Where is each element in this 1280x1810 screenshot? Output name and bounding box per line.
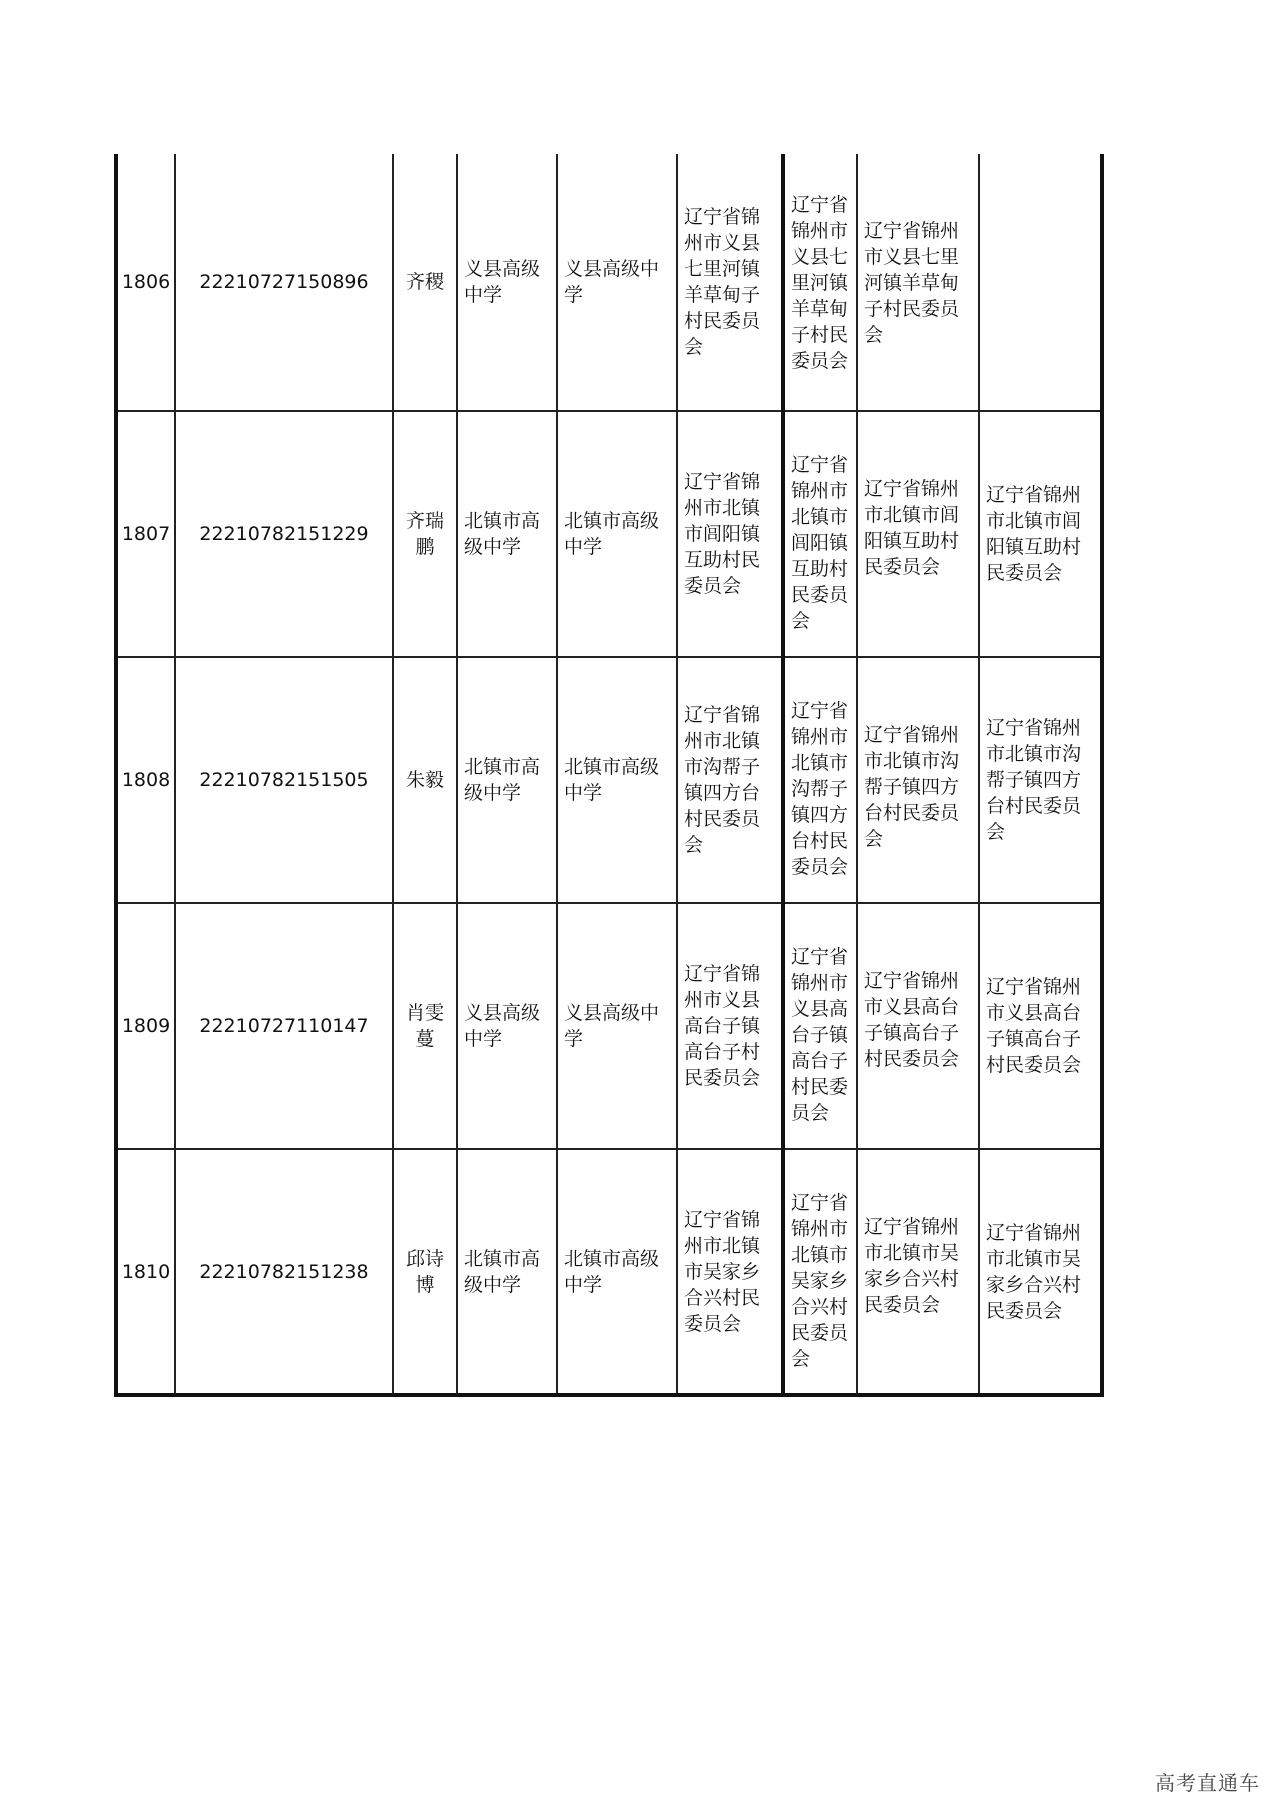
other-address [979,154,1102,411]
guardian-address: 辽宁省锦州市北镇市吴家乡合兴村民委员会 [857,1149,979,1395]
watermark-text: 高考直通车 [1155,1771,1260,1795]
table-row [116,1149,1102,1395]
exam-number: 22210782151505 [175,657,393,903]
other-address: 辽宁省锦州市北镇市吴家乡合兴村民委员会 [979,1149,1102,1395]
household-address: 辽宁省锦州市义县七里河镇羊草甸子村民委员会 [677,154,783,411]
other-address: 辽宁省锦州市北镇市沟帮子镇四方台村民委员会 [979,657,1102,903]
guardian-address: 辽宁省锦州市义县高台子镇高台子村民委员会 [857,903,979,1149]
table-row [116,903,1102,1149]
student-name: 朱毅 [393,657,457,903]
table-row [116,411,1102,657]
row-index: 1810 [116,1149,175,1395]
graduated-school: 义县高级中学 [457,903,557,1149]
household-address: 辽宁省锦州市义县高台子镇高台子村民委员会 [677,903,783,1149]
graduated-school: 北镇市高级中学 [457,1149,557,1395]
guardian-address: 辽宁省锦州市北镇市闾阳镇互助村民委员会 [857,411,979,657]
graduated-school: 北镇市高级中学 [457,411,557,657]
other-address: 辽宁省锦州市义县高台子镇高台子村民委员会 [979,903,1102,1149]
exam-number: 22210727110147 [175,903,393,1149]
exam-number: 22210782151229 [175,411,393,657]
student-name: 肖雯蔓 [393,903,457,1149]
residence-address: 辽宁省锦州市义县高台子镇高台子村民委员会 [783,903,857,1149]
other-address: 辽宁省锦州市北镇市闾阳镇互助村民委员会 [979,411,1102,657]
table-row [116,154,1102,411]
row-index: 1809 [116,903,175,1149]
exam-number: 22210727150896 [175,154,393,411]
school-alt: 义县高级中学 [557,154,677,411]
household-address: 辽宁省锦州市北镇市闾阳镇互助村民委员会 [677,411,783,657]
residence-address: 辽宁省锦州市北镇市吴家乡合兴村民委员会 [783,1149,857,1395]
row-index: 1806 [116,154,175,411]
guardian-address: 辽宁省锦州市义县七里河镇羊草甸子村民委员会 [857,154,979,411]
student-name: 齐瑞鹏 [393,411,457,657]
row-index: 1807 [116,411,175,657]
school-alt: 义县高级中学 [557,903,677,1149]
graduated-school: 北镇市高级中学 [457,657,557,903]
student-name: 邱诗博 [393,1149,457,1395]
residence-address: 辽宁省锦州市北镇市沟帮子镇四方台村民委员会 [783,657,857,903]
roster-table-body [116,154,1102,1395]
table-row [116,657,1102,903]
row-index: 1808 [116,657,175,903]
roster-table [114,154,1104,1397]
household-address: 辽宁省锦州市北镇市吴家乡合兴村民委员会 [677,1149,783,1395]
student-name: 齐稷 [393,154,457,411]
school-alt: 北镇市高级中学 [557,657,677,903]
household-address: 辽宁省锦州市北镇市沟帮子镇四方台村民委员会 [677,657,783,903]
residence-address: 辽宁省锦州市义县七里河镇羊草甸子村民委员会 [783,154,857,411]
school-alt: 北镇市高级中学 [557,1149,677,1395]
exam-number: 22210782151238 [175,1149,393,1395]
guardian-address: 辽宁省锦州市北镇市沟帮子镇四方台村民委员会 [857,657,979,903]
residence-address: 辽宁省锦州市北镇市闾阳镇互助村民委员会 [783,411,857,657]
graduated-school: 义县高级中学 [457,154,557,411]
school-alt: 北镇市高级中学 [557,411,677,657]
